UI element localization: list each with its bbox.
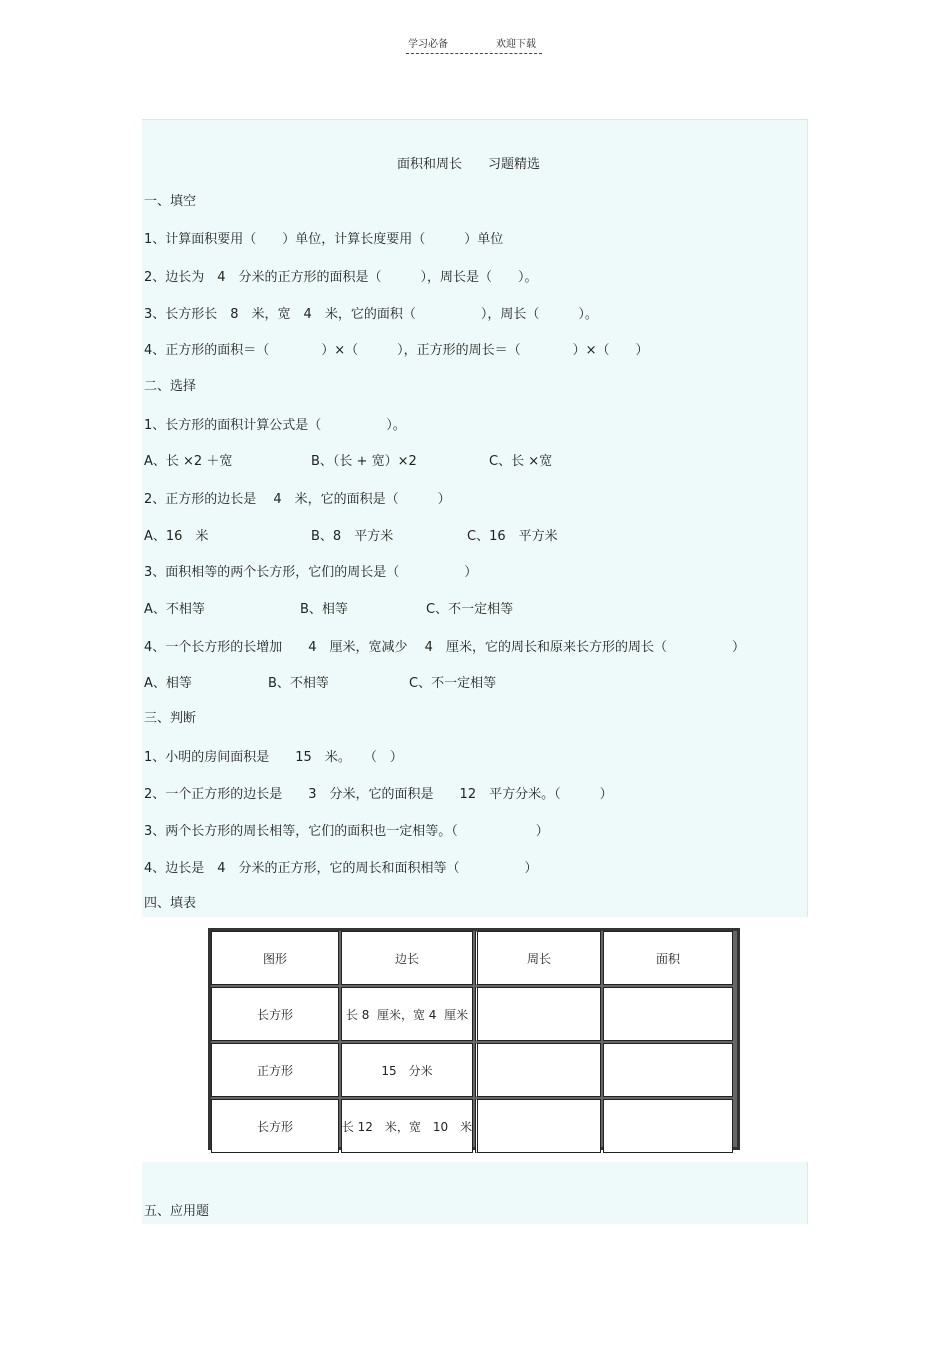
table-header-cell: 图形 xyxy=(211,931,339,985)
table-cell-area[interactable] xyxy=(603,1099,733,1153)
section-heading-fill: 一、填空 xyxy=(144,194,197,209)
table-cell-side: 15 分米 xyxy=(341,1043,473,1097)
table-cell-shape: 正方形 xyxy=(211,1043,339,1097)
table-cell-perimeter[interactable] xyxy=(475,1043,601,1097)
judge-question-2: 2、一个正方形的边长是 3 分米，它的面积是 12 平方分米。（ ） xyxy=(144,787,613,802)
header-left-text: 学习必备 xyxy=(408,39,448,50)
fill-in-table xyxy=(208,928,740,1150)
choice-2-option-b: B、8 平方米 xyxy=(311,529,394,544)
choice-2-option-c: C、16 平方米 xyxy=(467,529,558,544)
section-heading-judge: 三、判断 xyxy=(144,711,197,726)
table-cell-perimeter[interactable] xyxy=(475,987,601,1041)
fill-question-4: 4、正方形的面积＝（ ）×（ ），正方形的周长＝（ ）×（ ） xyxy=(144,343,649,358)
fill-question-2: 2、边长为 4 分米的正方形的面积是（ ），周长是（ ）。 xyxy=(144,270,538,285)
fill-question-3: 3、长方形长 8 米，宽 4 米，它的面积（ ），周长（ ）。 xyxy=(144,307,598,322)
choice-question-2: 2、正方形的边长是 4 米，它的面积是（ ） xyxy=(144,492,451,507)
table-header-cell: 周长 xyxy=(475,931,601,985)
judge-question-1: 1、小明的房间面积是 15 米。 （ ） xyxy=(144,750,403,765)
judge-question-4: 4、边长是 4 分米的正方形，它的周长和面积相等（ ） xyxy=(144,861,538,876)
table-cell-perimeter[interactable] xyxy=(475,1099,601,1153)
section-heading-table: 四、填表 xyxy=(144,896,197,911)
fill-question-1: 1、计算面积要用（ ）单位，计算长度要用（ ）单位 xyxy=(144,232,504,247)
table-header-cell: 边长 xyxy=(341,931,473,985)
choice-3-option-c: C、不一定相等 xyxy=(426,602,514,617)
choice-1-option-c: C、长 ×宽 xyxy=(489,454,553,469)
table-cell-shape: 长方形 xyxy=(211,1099,339,1153)
choice-question-1: 1、长方形的面积计算公式是（ ）。 xyxy=(144,418,406,433)
judge-question-3: 3、两个长方形的周长相等，它们的面积也一定相等。（ ） xyxy=(144,824,549,839)
choice-1-option-a: A、长 ×2 ＋宽 xyxy=(144,454,233,469)
header-right-text: 欢迎下载 xyxy=(496,39,536,50)
choice-2-option-a: A、16 米 xyxy=(144,529,209,544)
table-cell-side: 长 12 米，宽 10 米 xyxy=(341,1099,473,1153)
choice-question-4: 4、一个长方形的长增加 4 厘米，宽减少 4 厘米，它的周长和原来长方形的周长（ ） xyxy=(144,640,745,655)
choice-1-option-b: B、（长 + 宽）×2 xyxy=(311,454,417,469)
worksheet-title: 面积和周长 习题精选 xyxy=(397,157,541,172)
table-cell-shape: 长方形 xyxy=(211,987,339,1041)
page-header xyxy=(406,40,542,56)
table-cell-area[interactable] xyxy=(603,987,733,1041)
table-cell-side: 长 8 厘米，宽 4 厘米 xyxy=(341,987,473,1041)
section-heading-application: 五、应用题 xyxy=(144,1204,210,1219)
choice-3-option-a: A、不相等 xyxy=(144,602,205,617)
header-divider xyxy=(406,53,542,54)
choice-3-option-b: B、相等 xyxy=(300,602,348,617)
content-panel-bottom xyxy=(142,1162,808,1224)
choice-4-option-a: A、相等 xyxy=(144,676,192,691)
table-cell-area[interactable] xyxy=(603,1043,733,1097)
choice-question-3: 3、面积相等的两个长方形，它们的周长是（ ） xyxy=(144,565,478,580)
choice-4-option-b: B、不相等 xyxy=(268,676,329,691)
table-header-cell: 面积 xyxy=(603,931,733,985)
choice-4-option-c: C、不一定相等 xyxy=(409,676,497,691)
section-heading-choice: 二、选择 xyxy=(144,379,197,394)
